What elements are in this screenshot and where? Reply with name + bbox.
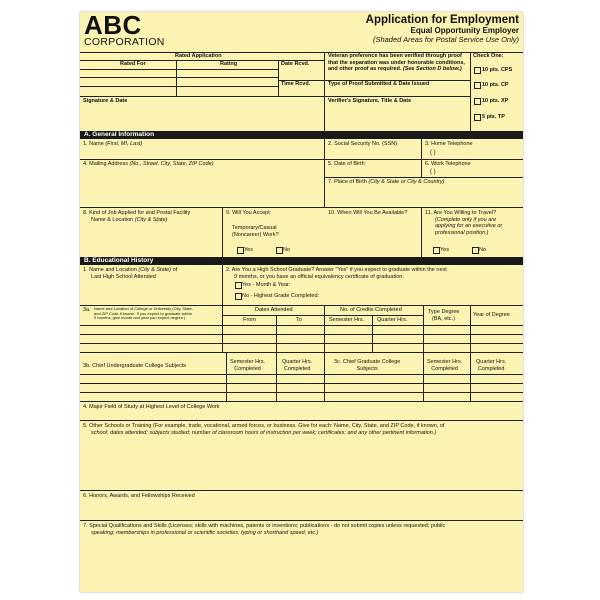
- field-high-school-label: 1. Name and Location (City & State) of Last High School Attended: [83, 267, 178, 280]
- field-home-phone-label: 3. Home Telephone: [425, 141, 473, 147]
- other-schools-label: 5. Other Schools or Training (For example, trade, vocational, armed forces, or business. Give for each: Name, City, State, and ZIP Code, if known, of school; dates attended; subjects studied; number of classroom hours of instruction per week; certificates; and any other pertinent information.): [83, 423, 445, 436]
- accept-yes-checkbox[interactable]: [237, 247, 244, 254]
- credits-header: No. of Credits Completed: [340, 307, 402, 313]
- college-3a-text: Name and Location of College or University (City, State, and ZIP Code if known. If you expect to graduate within 9 months, give month and year you expect degree.): [94, 306, 193, 320]
- undergrad-semester-header: Semester Hrs. Completed: [230, 359, 266, 372]
- rated-application-label: Rated Application: [175, 53, 222, 59]
- accept-no-label: No: [283, 247, 291, 253]
- option-10pts-xp: 10 pts. XP: [482, 98, 509, 104]
- verifier-label: Verifier's Signature, Title & Date: [328, 98, 412, 104]
- type-of-proof-label: Type of Proof Submitted & Date Issued: [328, 81, 430, 87]
- field-dob-label: 5. Date of Birth: [328, 161, 365, 167]
- hs-grad-no-checkbox[interactable]: [235, 293, 242, 300]
- hs-grad-yes-checkbox[interactable]: [235, 282, 242, 289]
- field-will-accept-label: 9. Will You Accept:: [226, 210, 272, 216]
- field-travel-label: 11. Are You Willing to Travel? (Complete only if you are applying for an executive or professional position.): [425, 210, 503, 236]
- checkbox-10pts-xp[interactable]: [474, 98, 481, 105]
- undergrad-quarter-header: Quarter Hrs. Completed: [282, 359, 313, 372]
- checkbox-10pts-cp[interactable]: [474, 82, 481, 89]
- time-rcvd-label: Time Rcvd.: [281, 81, 311, 87]
- undergrad-subjects-label: 3b. Chief Undergraduate College Subjects: [83, 363, 187, 369]
- travel-yes-checkbox[interactable]: [433, 247, 440, 254]
- temporary-casual-label: Temporary/Casual: [232, 225, 277, 231]
- field-job-applied-label: 8. Kind of Job Applied for and Postal Facility Name & Location (City & State): [83, 210, 191, 223]
- special-qualifications-label: 7. Special Qualifications and Skills (Licenses; skills with machines, patents or inventions; publications - do not submit copies unless requested; public speaking; memberships in professional or scientific societies; typing or shorthand speed, etc.): [83, 523, 446, 536]
- option-5pts-tp: 5 pts. TP: [482, 114, 505, 120]
- dates-attended-header: Dates Attended: [255, 307, 293, 313]
- year-degree-header: Year of Degree: [473, 312, 510, 318]
- honors-awards-label: 6. Honors, Awards, and Fellowships Received: [83, 493, 195, 499]
- company-logo: ABC: [84, 12, 142, 40]
- grad-quarter-header: Quarter Hrs. Completed: [476, 359, 507, 372]
- field-availability-label: 10. When Will You Be Available?: [328, 210, 408, 216]
- field-ssn-label: 2. Social Security No. (SSN): [328, 141, 398, 147]
- noncareer-work-label: (Noncareer) Work?: [232, 232, 279, 238]
- hs-grad-yes-label: Yes - Month & Year:: [242, 282, 291, 288]
- from-header: From: [243, 317, 256, 323]
- field-work-phone-label: 6. Work Telephone: [425, 161, 471, 167]
- quarter-hrs-header: Quarter Hrs.: [377, 317, 408, 323]
- form-title: Application for Employment: [365, 14, 519, 26]
- grad-semester-header: Semester Hrs. Completed: [427, 359, 463, 372]
- field-hs-graduate-label: 2. Are You a High School Graduate? Answer "Yes" if you expect to graduate within the next 9 months, or you have an official equivalency certificate of graduation.: [226, 267, 447, 280]
- college-3a-number: 3a.: [83, 307, 91, 313]
- type-degree-header: Type Degree (BA, etc.): [428, 309, 460, 322]
- major-field-label: 4. Major Field of Study at Highest Level of College Work: [83, 404, 220, 410]
- form-subtitle: Equal Opportunity Employer: [410, 26, 519, 35]
- field-name-label: 1. Name (First, MI, Last): [83, 141, 143, 147]
- travel-yes-label: Yes: [440, 247, 449, 253]
- accept-no-checkbox[interactable]: [276, 247, 283, 254]
- option-10pts-cps: 10 pts. CPS: [482, 67, 513, 73]
- rated-for-label: Rated For: [120, 61, 146, 67]
- rating-label: Rating: [220, 61, 238, 67]
- home-phone-area-code[interactable]: ( ): [430, 150, 436, 156]
- section-a-header: A. General Information: [80, 131, 523, 139]
- veteran-preference-text: Veteran preference has been verified through proof that the separation was under honorable conditions, and other proof as required. (See Section D below.): [328, 53, 465, 72]
- shaded-areas-note: (Shaded Areas for Postal Service Use Only): [372, 35, 519, 44]
- travel-no-label: No: [479, 247, 487, 253]
- field-place-of-birth-label: 7. Place of Birth (City & State or City & Country): [328, 179, 445, 185]
- accept-yes-label: Yes: [244, 247, 253, 253]
- grad-subjects-label: 3c. Chief Graduate College Subjects: [334, 359, 401, 372]
- checkbox-10pts-cps[interactable]: [474, 67, 481, 74]
- travel-no-checkbox[interactable]: [472, 247, 479, 254]
- option-10pts-cp: 10 pts. CP: [482, 82, 509, 88]
- checkbox-5pts-tp[interactable]: [474, 114, 481, 121]
- application-form-page: [80, 12, 523, 592]
- to-header: To: [296, 317, 302, 323]
- field-mailing-address-label: 4. Mailing Address (No., Street, City, State, ZIP Code): [83, 161, 214, 167]
- work-phone-area-code[interactable]: ( ): [430, 169, 436, 175]
- semester-hrs-header: Semester Hrs.: [329, 317, 365, 323]
- company-subtitle: CORPORATION: [84, 36, 165, 48]
- date-rcvd-label: Date Rcvd.: [281, 61, 310, 67]
- check-one-label: Check One:: [473, 53, 504, 59]
- hs-grad-no-label: No - Highest Grade Completed:: [242, 293, 320, 299]
- section-b-header: B. Educational History: [80, 257, 523, 265]
- signature-date-label: Signature & Date: [83, 98, 128, 104]
